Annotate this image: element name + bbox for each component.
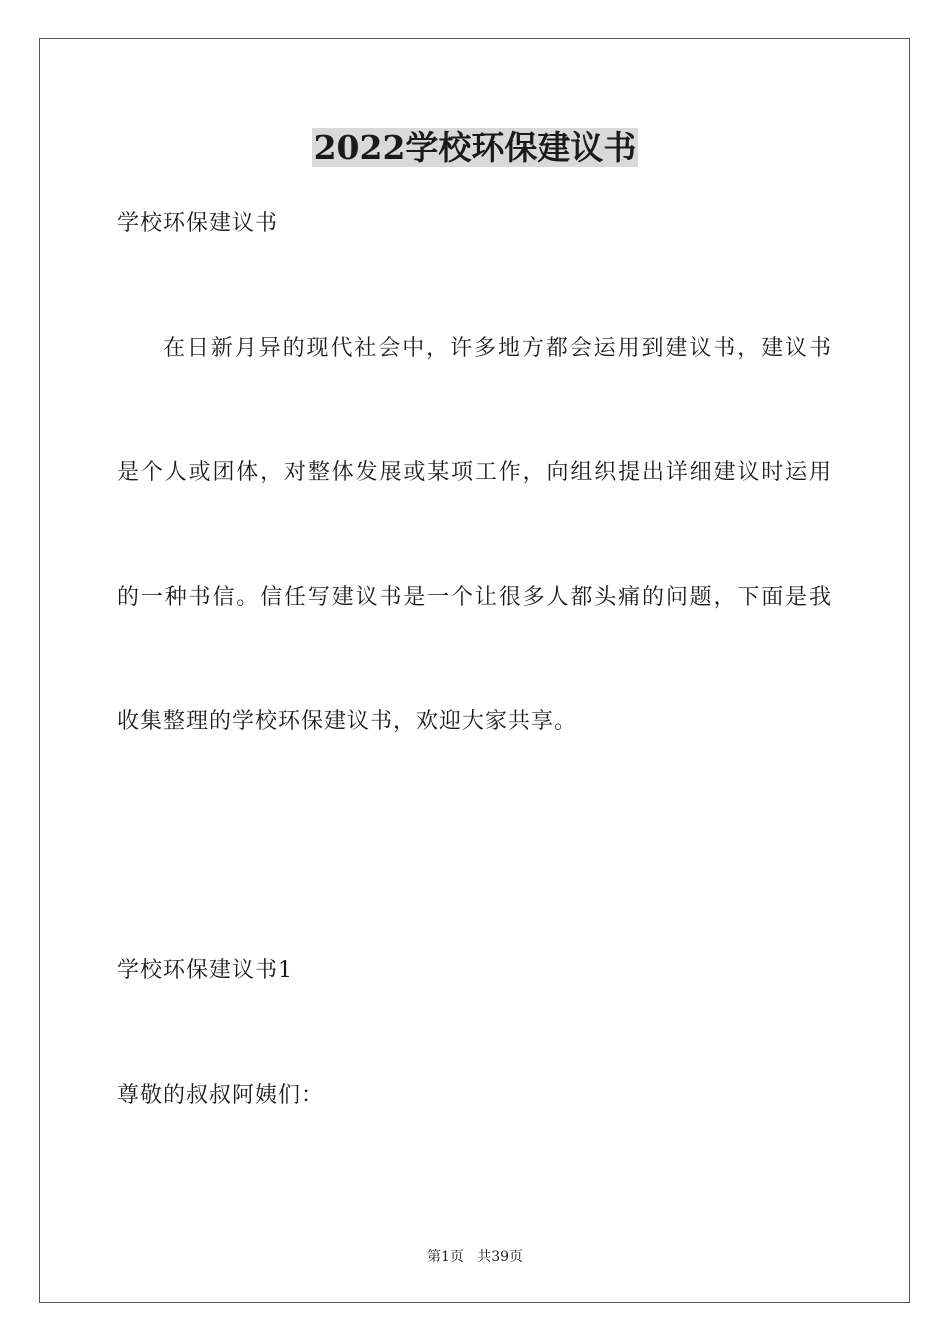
section-heading: 学校环保建议书1 [117, 958, 293, 983]
intro-line-4: 收集整理的学校环保建议书，欢迎大家共享。 [117, 709, 578, 734]
document-subtitle: 学校环保建议书 [117, 211, 279, 236]
intro-line-3: 的一种书信。信任写建议书是一个让很多人都头痛的问题，下面是我 [117, 585, 831, 610]
intro-line-2: 是个人或团体，对整体发展或某项工作，向组织提出详细建议时运用 [117, 460, 831, 485]
intro-line-1: 在日新月异的现代社会中，许多地方都会运用到建议书，建议书 [163, 336, 831, 361]
document-title-text: 2022学校环保建议书 [313, 128, 637, 167]
document-title [0, 124, 950, 172]
page-number-footer: 第1页 共39页 [426, 1249, 524, 1265]
salutation: 尊敬的叔叔阿姨们： [117, 1083, 325, 1108]
